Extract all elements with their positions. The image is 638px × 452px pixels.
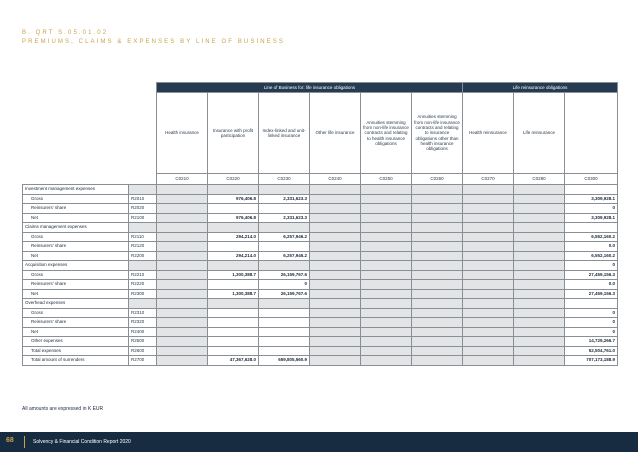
- value-cell: 0: [565, 204, 618, 214]
- column-code: C0280: [514, 174, 565, 185]
- column-header-row: [23, 93, 618, 174]
- table-row: [23, 299, 618, 309]
- row-code: [129, 223, 157, 233]
- column-header: Insurance with profit participation: [208, 93, 259, 174]
- row-code: [129, 185, 157, 195]
- value-cell: [412, 299, 463, 309]
- value-cell: [412, 356, 463, 366]
- value-cell: 6,552,160.2: [565, 232, 618, 242]
- table-row: [23, 194, 618, 204]
- value-cell: [208, 299, 259, 309]
- value-cell: 26,159,767.6: [259, 270, 310, 280]
- value-cell: [361, 213, 412, 223]
- value-cell: [361, 232, 412, 242]
- value-cell: [361, 261, 412, 271]
- value-cell: [463, 337, 514, 347]
- value-cell: [310, 204, 361, 214]
- value-cell: 26,159,767.6: [259, 289, 310, 299]
- value-cell: [310, 242, 361, 252]
- value-cell: [412, 223, 463, 233]
- value-cell: 0: [259, 280, 310, 290]
- value-cell: [463, 185, 514, 195]
- table-row: [23, 318, 618, 328]
- column-code: C0210: [157, 174, 208, 185]
- row-code: R2010: [129, 194, 157, 204]
- value-cell: [412, 318, 463, 328]
- value-cell: [157, 308, 208, 318]
- value-cell: 6,257,946.2: [259, 251, 310, 261]
- band-life-obligations: Line of Business for: life insurance obligations: [157, 83, 463, 93]
- value-cell: [463, 232, 514, 242]
- table-row: [23, 356, 618, 366]
- value-cell: [361, 337, 412, 347]
- value-cell: [157, 299, 208, 309]
- value-cell: [514, 346, 565, 356]
- value-cell: 294,214.0: [208, 251, 259, 261]
- value-cell: [157, 318, 208, 328]
- value-cell: [412, 194, 463, 204]
- column-header: Health insurance: [157, 93, 208, 174]
- spacer-cell: [23, 174, 129, 185]
- band-life-reinsurance: Life reinsurance obligations: [463, 83, 618, 93]
- amounts-footnote: All amounts are expressed in K EUR: [22, 406, 104, 412]
- value-cell: [310, 194, 361, 204]
- value-cell: [259, 223, 310, 233]
- value-cell: [463, 242, 514, 252]
- column-code: C0270: [463, 174, 514, 185]
- value-cell: [208, 337, 259, 347]
- value-cell: [463, 204, 514, 214]
- value-cell: [463, 270, 514, 280]
- value-cell: 294,214.0: [208, 232, 259, 242]
- row-code: [129, 299, 157, 309]
- value-cell: [514, 251, 565, 261]
- value-cell: [514, 232, 565, 242]
- row-code: R2210: [129, 270, 157, 280]
- value-cell: [514, 270, 565, 280]
- table-row: [23, 308, 618, 318]
- value-cell: [259, 318, 310, 328]
- spacer-cell: [23, 83, 129, 93]
- column-header: Life reinsurance: [514, 93, 565, 174]
- value-cell: 14,729,266.7: [565, 337, 618, 347]
- value-cell: [208, 204, 259, 214]
- value-cell: [208, 327, 259, 337]
- column-header: Health reinsurance: [463, 93, 514, 174]
- value-cell: 3,309,928.1: [565, 213, 618, 223]
- value-cell: [412, 232, 463, 242]
- value-cell: [310, 223, 361, 233]
- row-code: R2100: [129, 213, 157, 223]
- value-cell: 3,309,928.1: [565, 194, 618, 204]
- table-row: [23, 232, 618, 242]
- value-cell: [208, 261, 259, 271]
- value-cell: [361, 318, 412, 328]
- value-cell: [361, 356, 412, 366]
- footer-divider: [24, 436, 25, 448]
- value-cell: [157, 289, 208, 299]
- value-cell: 976,406.8: [208, 213, 259, 223]
- value-cell: [514, 261, 565, 271]
- row-label: Gross: [23, 270, 129, 280]
- value-cell: [310, 337, 361, 347]
- row-label: Claims management expenses: [23, 223, 129, 233]
- value-cell: [514, 280, 565, 290]
- row-label: Total amount of surrenders: [23, 356, 129, 366]
- row-label: Other expenses: [23, 337, 129, 347]
- value-cell: [361, 251, 412, 261]
- row-label: Gross: [23, 308, 129, 318]
- value-cell: 6,257,946.2: [259, 232, 310, 242]
- value-cell: [361, 194, 412, 204]
- row-label: Gross: [23, 232, 129, 242]
- value-cell: [208, 318, 259, 328]
- row-label: Reinsurers' share: [23, 204, 129, 214]
- value-cell: 2,331,623.3: [259, 213, 310, 223]
- column-code: C0300: [565, 174, 618, 185]
- value-cell: [514, 223, 565, 233]
- column-code: C0260: [412, 174, 463, 185]
- value-cell: [412, 289, 463, 299]
- value-cell: [157, 213, 208, 223]
- value-cell: [565, 185, 618, 195]
- value-cell: [157, 204, 208, 214]
- column-code: C0240: [310, 174, 361, 185]
- value-cell: [259, 242, 310, 252]
- row-label: Acquisition expenses: [23, 261, 129, 271]
- value-cell: [514, 337, 565, 347]
- column-code-row: [23, 174, 618, 185]
- value-cell: [157, 251, 208, 261]
- row-label: Net: [23, 327, 129, 337]
- table-row: [23, 242, 618, 252]
- value-cell: [412, 337, 463, 347]
- value-cell: [259, 261, 310, 271]
- value-cell: 0: [565, 327, 618, 337]
- value-cell: [361, 204, 412, 214]
- row-label: Net: [23, 213, 129, 223]
- value-cell: [463, 308, 514, 318]
- value-cell: [259, 185, 310, 195]
- value-cell: [157, 356, 208, 366]
- spacer-cell: [129, 93, 157, 174]
- value-cell: [208, 346, 259, 356]
- value-cell: [157, 223, 208, 233]
- value-cell: [157, 194, 208, 204]
- section-code: B. QRT S.05.01.02: [22, 30, 109, 36]
- value-cell: 0.0: [565, 242, 618, 252]
- table-row: [23, 213, 618, 223]
- value-cell: [259, 299, 310, 309]
- value-cell: [514, 289, 565, 299]
- spacer-cell: [129, 83, 157, 93]
- value-cell: 0: [565, 308, 618, 318]
- value-cell: 659,805,560.9: [259, 356, 310, 366]
- value-cell: [463, 327, 514, 337]
- value-cell: [310, 289, 361, 299]
- column-code: C0250: [361, 174, 412, 185]
- value-cell: 976,406.8: [208, 194, 259, 204]
- value-cell: [514, 194, 565, 204]
- column-header: Other life insurance: [310, 93, 361, 174]
- column-header: Index-linked and unit-linked insurance: [259, 93, 310, 174]
- value-cell: [310, 356, 361, 366]
- expenses-table: [22, 82, 618, 366]
- row-code: R2320: [129, 318, 157, 328]
- value-cell: [157, 232, 208, 242]
- report-name: Solvency & Financial Condition Report 2020: [33, 439, 131, 445]
- value-cell: [514, 213, 565, 223]
- value-cell: 52,504,761.0: [565, 346, 618, 356]
- row-code: R2400: [129, 327, 157, 337]
- value-cell: [412, 242, 463, 252]
- value-cell: [361, 223, 412, 233]
- value-cell: [412, 261, 463, 271]
- row-label: Investment management expenses: [23, 185, 129, 195]
- value-cell: [361, 346, 412, 356]
- value-cell: [157, 185, 208, 195]
- value-cell: [259, 204, 310, 214]
- value-cell: [361, 270, 412, 280]
- value-cell: 0: [565, 261, 618, 271]
- value-cell: [310, 213, 361, 223]
- value-cell: [463, 289, 514, 299]
- spacer-cell: [23, 93, 129, 174]
- column-header: Annuities stemming from non-life insurance contracts and relating to insurance obligations other than health insurance obligations: [412, 93, 463, 174]
- value-cell: [259, 327, 310, 337]
- value-cell: [412, 251, 463, 261]
- value-cell: 1,300,388.7: [208, 270, 259, 280]
- value-cell: [565, 223, 618, 233]
- value-cell: [259, 308, 310, 318]
- column-header: [565, 93, 618, 174]
- row-label: Overhead expenses: [23, 299, 129, 309]
- value-cell: [463, 346, 514, 356]
- value-cell: [157, 280, 208, 290]
- row-label: Net: [23, 251, 129, 261]
- value-cell: [157, 346, 208, 356]
- value-cell: [514, 327, 565, 337]
- table-row: [23, 289, 618, 299]
- value-cell: [157, 261, 208, 271]
- value-cell: 0: [565, 318, 618, 328]
- table-row: [23, 280, 618, 290]
- value-cell: [463, 251, 514, 261]
- value-cell: [310, 346, 361, 356]
- value-cell: [310, 299, 361, 309]
- row-label: Reinsurers' share: [23, 318, 129, 328]
- value-cell: [361, 185, 412, 195]
- value-cell: [157, 242, 208, 252]
- table-row: [23, 251, 618, 261]
- page-footer: [0, 432, 638, 452]
- value-cell: [463, 223, 514, 233]
- value-cell: [310, 327, 361, 337]
- value-cell: 707,173,188.9: [565, 356, 618, 366]
- value-cell: 1,300,388.7: [208, 289, 259, 299]
- row-label: Net: [23, 289, 129, 299]
- table-row: [23, 223, 618, 233]
- value-cell: [412, 270, 463, 280]
- row-code: R2110: [129, 232, 157, 242]
- row-code: R2300: [129, 289, 157, 299]
- table-row: [23, 337, 618, 347]
- value-cell: [310, 318, 361, 328]
- column-code: C0230: [259, 174, 310, 185]
- value-cell: [463, 213, 514, 223]
- page-number: 68: [6, 437, 14, 444]
- value-cell: [463, 194, 514, 204]
- value-cell: [157, 337, 208, 347]
- table-row: [23, 204, 618, 214]
- row-code: R2700: [129, 356, 157, 366]
- value-cell: 47,367,628.0: [208, 356, 259, 366]
- value-cell: [208, 185, 259, 195]
- value-cell: [514, 185, 565, 195]
- row-label: Reinsurers' share: [23, 280, 129, 290]
- value-cell: [208, 280, 259, 290]
- value-cell: [463, 318, 514, 328]
- value-cell: [361, 242, 412, 252]
- value-cell: [412, 204, 463, 214]
- value-cell: [412, 308, 463, 318]
- row-code: [129, 261, 157, 271]
- row-code: R2220: [129, 280, 157, 290]
- value-cell: [514, 356, 565, 366]
- table-row: [23, 261, 618, 271]
- value-cell: [412, 280, 463, 290]
- value-cell: [514, 242, 565, 252]
- value-cell: [361, 308, 412, 318]
- value-cell: [361, 299, 412, 309]
- value-cell: [514, 299, 565, 309]
- row-code: R2020: [129, 204, 157, 214]
- value-cell: 27,459,156.3: [565, 289, 618, 299]
- spacer-cell: [129, 174, 157, 185]
- section-heading: PREMIUMS, CLAIMS & EXPENSES BY LINE OF BUSINESS: [22, 39, 285, 45]
- value-cell: [361, 280, 412, 290]
- row-code: R2200: [129, 251, 157, 261]
- value-cell: [208, 242, 259, 252]
- table-row: [23, 270, 618, 280]
- value-cell: [412, 346, 463, 356]
- row-code: R2500: [129, 337, 157, 347]
- value-cell: 2,331,623.3: [259, 194, 310, 204]
- row-label: Total expenses: [23, 346, 129, 356]
- section-title: [22, 29, 285, 47]
- value-cell: [463, 280, 514, 290]
- value-cell: [412, 213, 463, 223]
- row-label: Gross: [23, 194, 129, 204]
- table-row: [23, 346, 618, 356]
- value-cell: [310, 261, 361, 271]
- row-label: Reinsurers' share: [23, 242, 129, 252]
- value-cell: [412, 185, 463, 195]
- value-cell: [157, 270, 208, 280]
- value-cell: [361, 327, 412, 337]
- table-row: [23, 185, 618, 195]
- row-code: R2600: [129, 346, 157, 356]
- value-cell: [463, 299, 514, 309]
- value-cell: [208, 223, 259, 233]
- value-cell: [514, 318, 565, 328]
- value-cell: [463, 261, 514, 271]
- value-cell: 0.0: [565, 280, 618, 290]
- value-cell: [157, 327, 208, 337]
- column-code: C0220: [208, 174, 259, 185]
- value-cell: [310, 232, 361, 242]
- value-cell: [310, 270, 361, 280]
- value-cell: 6,552,160.2: [565, 251, 618, 261]
- value-cell: [208, 308, 259, 318]
- value-cell: [565, 299, 618, 309]
- value-cell: 27,459,156.3: [565, 270, 618, 280]
- value-cell: [310, 251, 361, 261]
- value-cell: [310, 280, 361, 290]
- value-cell: [514, 204, 565, 214]
- value-cell: [412, 327, 463, 337]
- column-header: Annuities stemming from non-life insurance contracts and relating to health insurance obligations: [361, 93, 412, 174]
- value-cell: [310, 308, 361, 318]
- value-cell: [514, 308, 565, 318]
- row-code: R2310: [129, 308, 157, 318]
- value-cell: [310, 185, 361, 195]
- value-cell: [463, 356, 514, 366]
- table-row: [23, 327, 618, 337]
- value-cell: [259, 346, 310, 356]
- row-code: R2120: [129, 242, 157, 252]
- value-cell: [361, 289, 412, 299]
- value-cell: [259, 337, 310, 347]
- band-row: [23, 83, 618, 93]
